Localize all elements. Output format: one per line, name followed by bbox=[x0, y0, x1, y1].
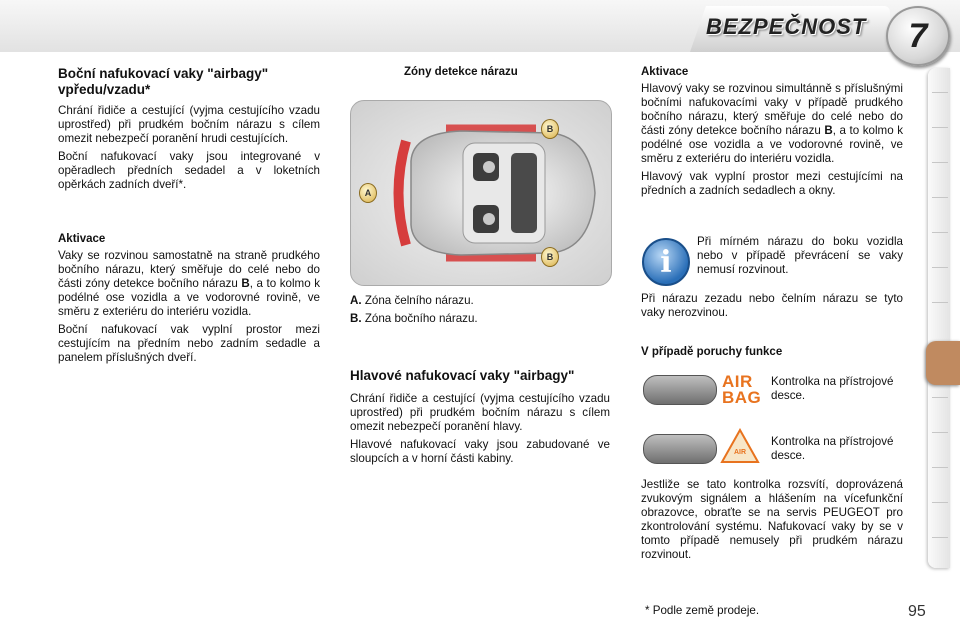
rear-bench bbox=[511, 153, 537, 233]
chapter-tab[interactable] bbox=[932, 162, 948, 163]
text-run: , a to kolmo k podélné ose vozidla a ve vodorovné rovině, ve směru z exteriéru do interiéru vozidla. bbox=[58, 277, 320, 318]
diagram-title: Zóny detekce nárazu bbox=[404, 66, 518, 78]
left-column bbox=[58, 66, 320, 196]
info-note: Při mírném nárazu do boku vozidla nebo v případě převrácení se vaky nemusí rozvinout. bbox=[697, 235, 903, 276]
right-p4: Jestliže se tato kontrolka rozsvítí, doprovázená zvukovým signálem a hlášením na vícefunkční obrazovce, obraťte se na servis PEUGEOT pro zkontrolování systému. Nafukovací vaky by se v tomto případě nemusely při prudkém nárazu rozvinout. bbox=[641, 478, 903, 561]
legend-key: B. bbox=[350, 312, 362, 325]
airbag-warning-label: AIR BAG bbox=[722, 372, 762, 407]
side-airbags-title: Boční nafukovací vaky "airbagy" vpředu/vzadu* bbox=[58, 66, 269, 97]
chapter-tab[interactable] bbox=[932, 397, 948, 398]
right-activation bbox=[641, 66, 903, 202]
right-activation-p1 bbox=[641, 82, 903, 166]
chapter-tab[interactable] bbox=[932, 92, 948, 93]
legend-b bbox=[350, 312, 610, 326]
chapter-tab-active[interactable] bbox=[926, 341, 960, 385]
left-activation-p3 bbox=[58, 249, 320, 319]
zone-letter: B bbox=[824, 124, 833, 137]
airbag-warning-icon bbox=[720, 428, 760, 464]
chapter-tab[interactable] bbox=[932, 197, 948, 198]
chapter-tab[interactable] bbox=[932, 302, 948, 303]
fault-heading: V případě poruchy funkce bbox=[641, 346, 783, 358]
head-airbags-title: Hlavové nafukovací vaky "airbagy" bbox=[350, 368, 575, 383]
zone-marker-b-bottom: B bbox=[541, 247, 559, 267]
text-run: , a to kolmo k podélné ose vozidla a ve vodorovné rovině, ve směru z exteriéru do interiéru vozidla. bbox=[641, 124, 903, 165]
chapter-tab[interactable] bbox=[932, 432, 948, 433]
dashboard-icon bbox=[643, 434, 717, 464]
zone-letter: B bbox=[241, 277, 250, 290]
occupant bbox=[483, 213, 495, 225]
left-activation-heading: Aktivace bbox=[58, 233, 106, 245]
chapter-tab[interactable] bbox=[932, 537, 948, 538]
footnote: * Podle země prodeje. bbox=[645, 604, 760, 617]
head-airbags-p1: Chrání řidiče a cestující (vyjma cestujícího vzadu uprostřed) při prudkém bočním nárazu s cílem omezit nebezpečí poranění hlavy. bbox=[350, 392, 610, 433]
head-airbags-p2: Hlavové nafukovací vaky jsou zabudované ve sloupcích a v horní části kabiny. bbox=[350, 438, 610, 465]
left-activation bbox=[58, 233, 320, 369]
right-activation-p2: Hlavový vak vyplní prostor mezi cestujícími na předních a zadních sedadlech a okny. bbox=[641, 170, 903, 197]
impact-zones-diagram bbox=[350, 100, 612, 286]
chapter-badge bbox=[886, 6, 950, 66]
diagram-legend bbox=[350, 294, 610, 330]
warning-light-2-text: Kontrolka na přístrojové desce. bbox=[771, 435, 894, 462]
text-run: Hlavový vaky se rozvinou simultánně s příslušnými bočními nafukovacími vaky v případě prudkého bočního nárazu, který směřuje do celé nebo do části zóny detekce bočního nárazu bbox=[641, 82, 903, 137]
legend-key: A. bbox=[350, 294, 362, 307]
text-run: Vaky se rozvinou samostatně na straně prudkého bočního nárazu, který směřuje do celé nebo do části zóny detekce bočního nárazu bbox=[58, 249, 320, 290]
legend-a bbox=[350, 294, 610, 308]
side-airbags-p1: Chrání řidiče a cestující (vyjma cestujícího vzadu uprostřed) při prudkém bočním nárazu s cílem omezit nebezpečí poranění hrudi cestujících. bbox=[58, 104, 320, 145]
right-p3: Při nárazu zezadu nebo čelním nárazu se tyto vaky nerozvinou. bbox=[641, 292, 903, 319]
front-impact-zone bbox=[399, 141, 407, 245]
info-icon: i bbox=[642, 238, 690, 286]
chapter-number: 7 bbox=[908, 16, 928, 55]
legend-text: Zóna bočního nárazu. bbox=[364, 312, 478, 325]
chapter-tab-rail bbox=[928, 68, 950, 568]
car-topview-illustration bbox=[351, 101, 611, 285]
chapter-tab[interactable] bbox=[932, 467, 948, 468]
legend-text: Zóna čelního nárazu. bbox=[364, 294, 474, 307]
head-airbags-section bbox=[350, 368, 610, 470]
zone-marker-a: A bbox=[359, 183, 377, 203]
chapter-tab[interactable] bbox=[932, 232, 948, 233]
zone-marker-b-top: B bbox=[541, 119, 559, 139]
chapter-tab[interactable] bbox=[932, 127, 948, 128]
page-number: 95 bbox=[908, 603, 926, 620]
warning-light-1-text: Kontrolka na přístrojové desce. bbox=[771, 375, 894, 402]
occupant bbox=[483, 161, 495, 173]
chapter-tab[interactable] bbox=[932, 267, 948, 268]
svg-text:AIR: AIR bbox=[733, 449, 747, 456]
side-airbags-p2: Boční nafukovací vaky jsou integrované v opěradlech předních sedadel a v loketních opěrkách zadních dveří*. bbox=[58, 150, 320, 191]
section-title: BEZPEČNOST bbox=[706, 14, 867, 39]
dashboard-icon bbox=[643, 375, 717, 405]
chapter-tab[interactable] bbox=[932, 502, 948, 503]
right-activation-heading: Aktivace bbox=[641, 66, 689, 78]
left-activation-p4: Boční nafukovací vak vyplní prostor mezi cestujícím na předním nebo zadním sedadle a panelem příslušných dveří. bbox=[58, 323, 320, 364]
